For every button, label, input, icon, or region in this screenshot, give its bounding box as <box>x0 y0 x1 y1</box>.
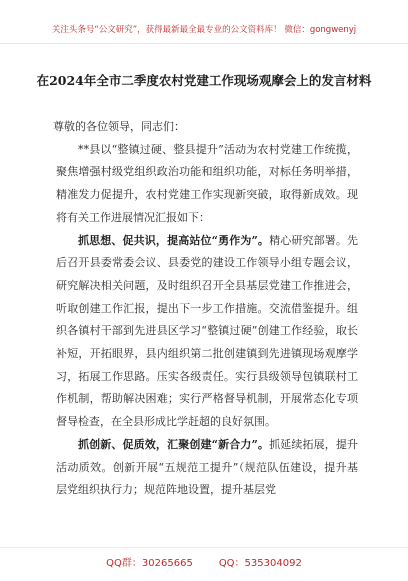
qq-number: QQ：535304092 <box>218 558 302 569</box>
intro-paragraph: **县以“整镇过硬、整县提升”活动为农村党建工作统揽，聚焦增强村级党组织政治功能和组织功能，对标任务明举措，精准发力促提升，农村党建工作实现新突破，取得新成效。现将有关工作进展情况汇报如下： <box>56 142 358 224</box>
qq-group: QQ群：30265665 <box>106 558 193 569</box>
section-2-body: 抓延续拓展，提升活动质效。创新开展“五规范工提升”（规范队伍建设，提升基层党组织执行力；规范阵地设置，提升基层党 <box>56 437 358 497</box>
footer-bar <box>0 547 408 581</box>
salutation: 尊敬的各位领导，同志们： <box>53 120 185 133</box>
section-1-paragraph <box>56 230 358 434</box>
document-title: 在2024年全市二季度农村党建工作现场观摩会上的发言材料 <box>36 73 372 88</box>
section-2-paragraph <box>56 434 358 502</box>
section-1-heading: 抓思想、促共识，提高站位“勇作为”。 <box>78 233 270 247</box>
header-banner <box>0 0 408 44</box>
section-1-body: 精心研究部署。先后召开县委常委会议、县委党的建设工作领导小组专题会议，研究解决相关问题，及时组织召开全县基层党建工作推进会，听取创建工作汇报，提出下一步工作措施。交流借鉴提升。组织各镇村干部到先进县区学习“整镇过硬”创建工作经验，取长补短，开拓眼界，县内组织第二批创建镇到先进镇现场观摩学习，拓展工作思路。压实各级责任。实行县级领导包镇联村工作机制，帮助解决困难；实行严格督导机制，开展常态化专项督导检查，在全县形成比学赶超的良好氛围。 <box>56 233 358 429</box>
document-body <box>53 116 358 502</box>
section-2-heading: 抓创新、促质效，汇聚创建“新合力”。 <box>78 437 270 451</box>
footer-contacts <box>0 554 408 569</box>
banner-text: 关注头条号“公文研究”，获得最新最全最专业的公文资料库！ 微信：gongwenyj <box>51 25 357 35</box>
